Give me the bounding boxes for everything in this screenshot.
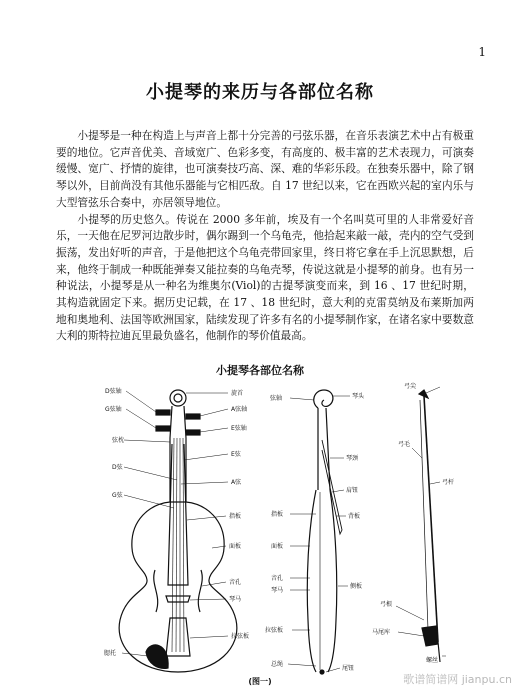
- page-title: 小提琴的来历与各部位名称: [146, 82, 374, 103]
- label-fingerboard: 指板: [229, 513, 242, 520]
- violin-front-illustration: [119, 390, 237, 672]
- label-f-hole: 音孔: [229, 579, 242, 586]
- label-screw: 螺丝: [426, 657, 439, 664]
- violin-side-labels: [265, 392, 365, 672]
- label-a-peg: A弦轴: [231, 406, 248, 413]
- label-peg: 弦轴: [270, 395, 283, 402]
- label-side-tailpiece: 拉弦板: [265, 627, 284, 634]
- bow-illustration: [419, 390, 440, 662]
- label-bow-hair: 弓毛: [398, 441, 411, 448]
- label-g-string: G弦: [112, 492, 123, 499]
- label-top-plate: 面板: [229, 543, 242, 550]
- label-side-bridge: 琴马: [271, 587, 284, 594]
- paragraph: 小提琴是一种在构造上与声音上都十分完善的弓弦乐器，在音乐表演艺术中占有极重要的地位。它声音优美、音域宽广、色彩多变，有高度的、极丰富的艺术表现力，可演奏缓慢、宽广、抒情的旋律，也可演奏技巧高、深、难的华彩乐段。在独奏乐器中，除了钢琴以外，目前尚没有其他乐器能与它相匹敌。自 17 世纪以来，它在西欧兴起的室内乐与大型管弦乐合奏中，亦居领导地位。: [56, 129, 474, 209]
- page-number: 1: [478, 45, 486, 59]
- label-side-fingerboard: 指板: [271, 511, 284, 518]
- label-nut: 弦枕: [112, 437, 125, 444]
- label-d-peg: D弦轴: [105, 388, 122, 395]
- label-heel: 肩钮: [346, 487, 359, 494]
- label-a-string: A弦: [231, 479, 242, 486]
- body-text: [56, 128, 474, 345]
- label-bow-stick: 弓杆: [442, 479, 455, 486]
- label-chinrest: 腮托: [104, 650, 117, 657]
- label-e-string: E弦: [231, 451, 241, 458]
- label-back-plate: 背板: [348, 513, 361, 520]
- label-frog: 马尾库: [372, 629, 391, 636]
- paragraph: 小提琴的历史悠久。传说在 2000 多年前，埃及有一个名叫莫可里的人非常爱好音乐，一天他在尼罗河边散步时，偶尔踢到一个乌龟壳，他拾起来敲一敲，壳内的空气受到振荡，发出好听的声音，于是他把这个乌龟壳带回家里，终日将它拿在手上沉思默想，后来，他终于制成一种既能弹奏又能拉奏的乌龟壳琴，传说这就是小提琴的前身。也有另一种说法，小提琴是从一种名为维奥尔(Viol)的古提琴演变而来，到 16 、17 世纪时期，其构造就固定下来。据历史记载，在 17 、18 世纪时，意大利的克雷莫纳及布莱斯加两地和奥地利、法国等欧洲国家，陆续发现了许多有名的小提琴制作家，在诸名家中要数意大利的斯特拉迪瓦里最负盛名，他制作的琴价值最高。: [56, 212, 474, 343]
- violin-side-illustration: [307, 390, 342, 674]
- label-bow-grip: 弓根: [380, 601, 393, 608]
- label-ribs: 侧板: [350, 583, 363, 590]
- label-side-f-hole: 音孔: [271, 575, 284, 582]
- label-bridge: 琴马: [229, 596, 242, 603]
- label-tailpiece: 拉弦板: [231, 633, 250, 640]
- figure-caption: (图一): [248, 677, 272, 686]
- label-side-top-plate: 面板: [271, 543, 284, 550]
- label-scroll: 旋首: [231, 390, 244, 397]
- bow-labels: [372, 382, 454, 664]
- violin-parts-figure: [0, 380, 520, 676]
- watermark: 歌谱简谱网 jianpu.cn: [403, 673, 512, 686]
- label-neck: 琴颈: [346, 455, 359, 462]
- label-g-peg: G弦轴: [105, 406, 122, 413]
- label-d-string: D弦: [112, 464, 123, 471]
- label-tailgut: 总绳: [271, 661, 284, 668]
- label-bow-tip: 弓尖: [404, 383, 417, 390]
- label-end-button: 尾钮: [342, 665, 355, 672]
- figure-title: 小提琴各部位名称: [216, 364, 304, 377]
- label-head: 琴头: [352, 393, 365, 400]
- label-e-peg: E弦轴: [231, 425, 247, 432]
